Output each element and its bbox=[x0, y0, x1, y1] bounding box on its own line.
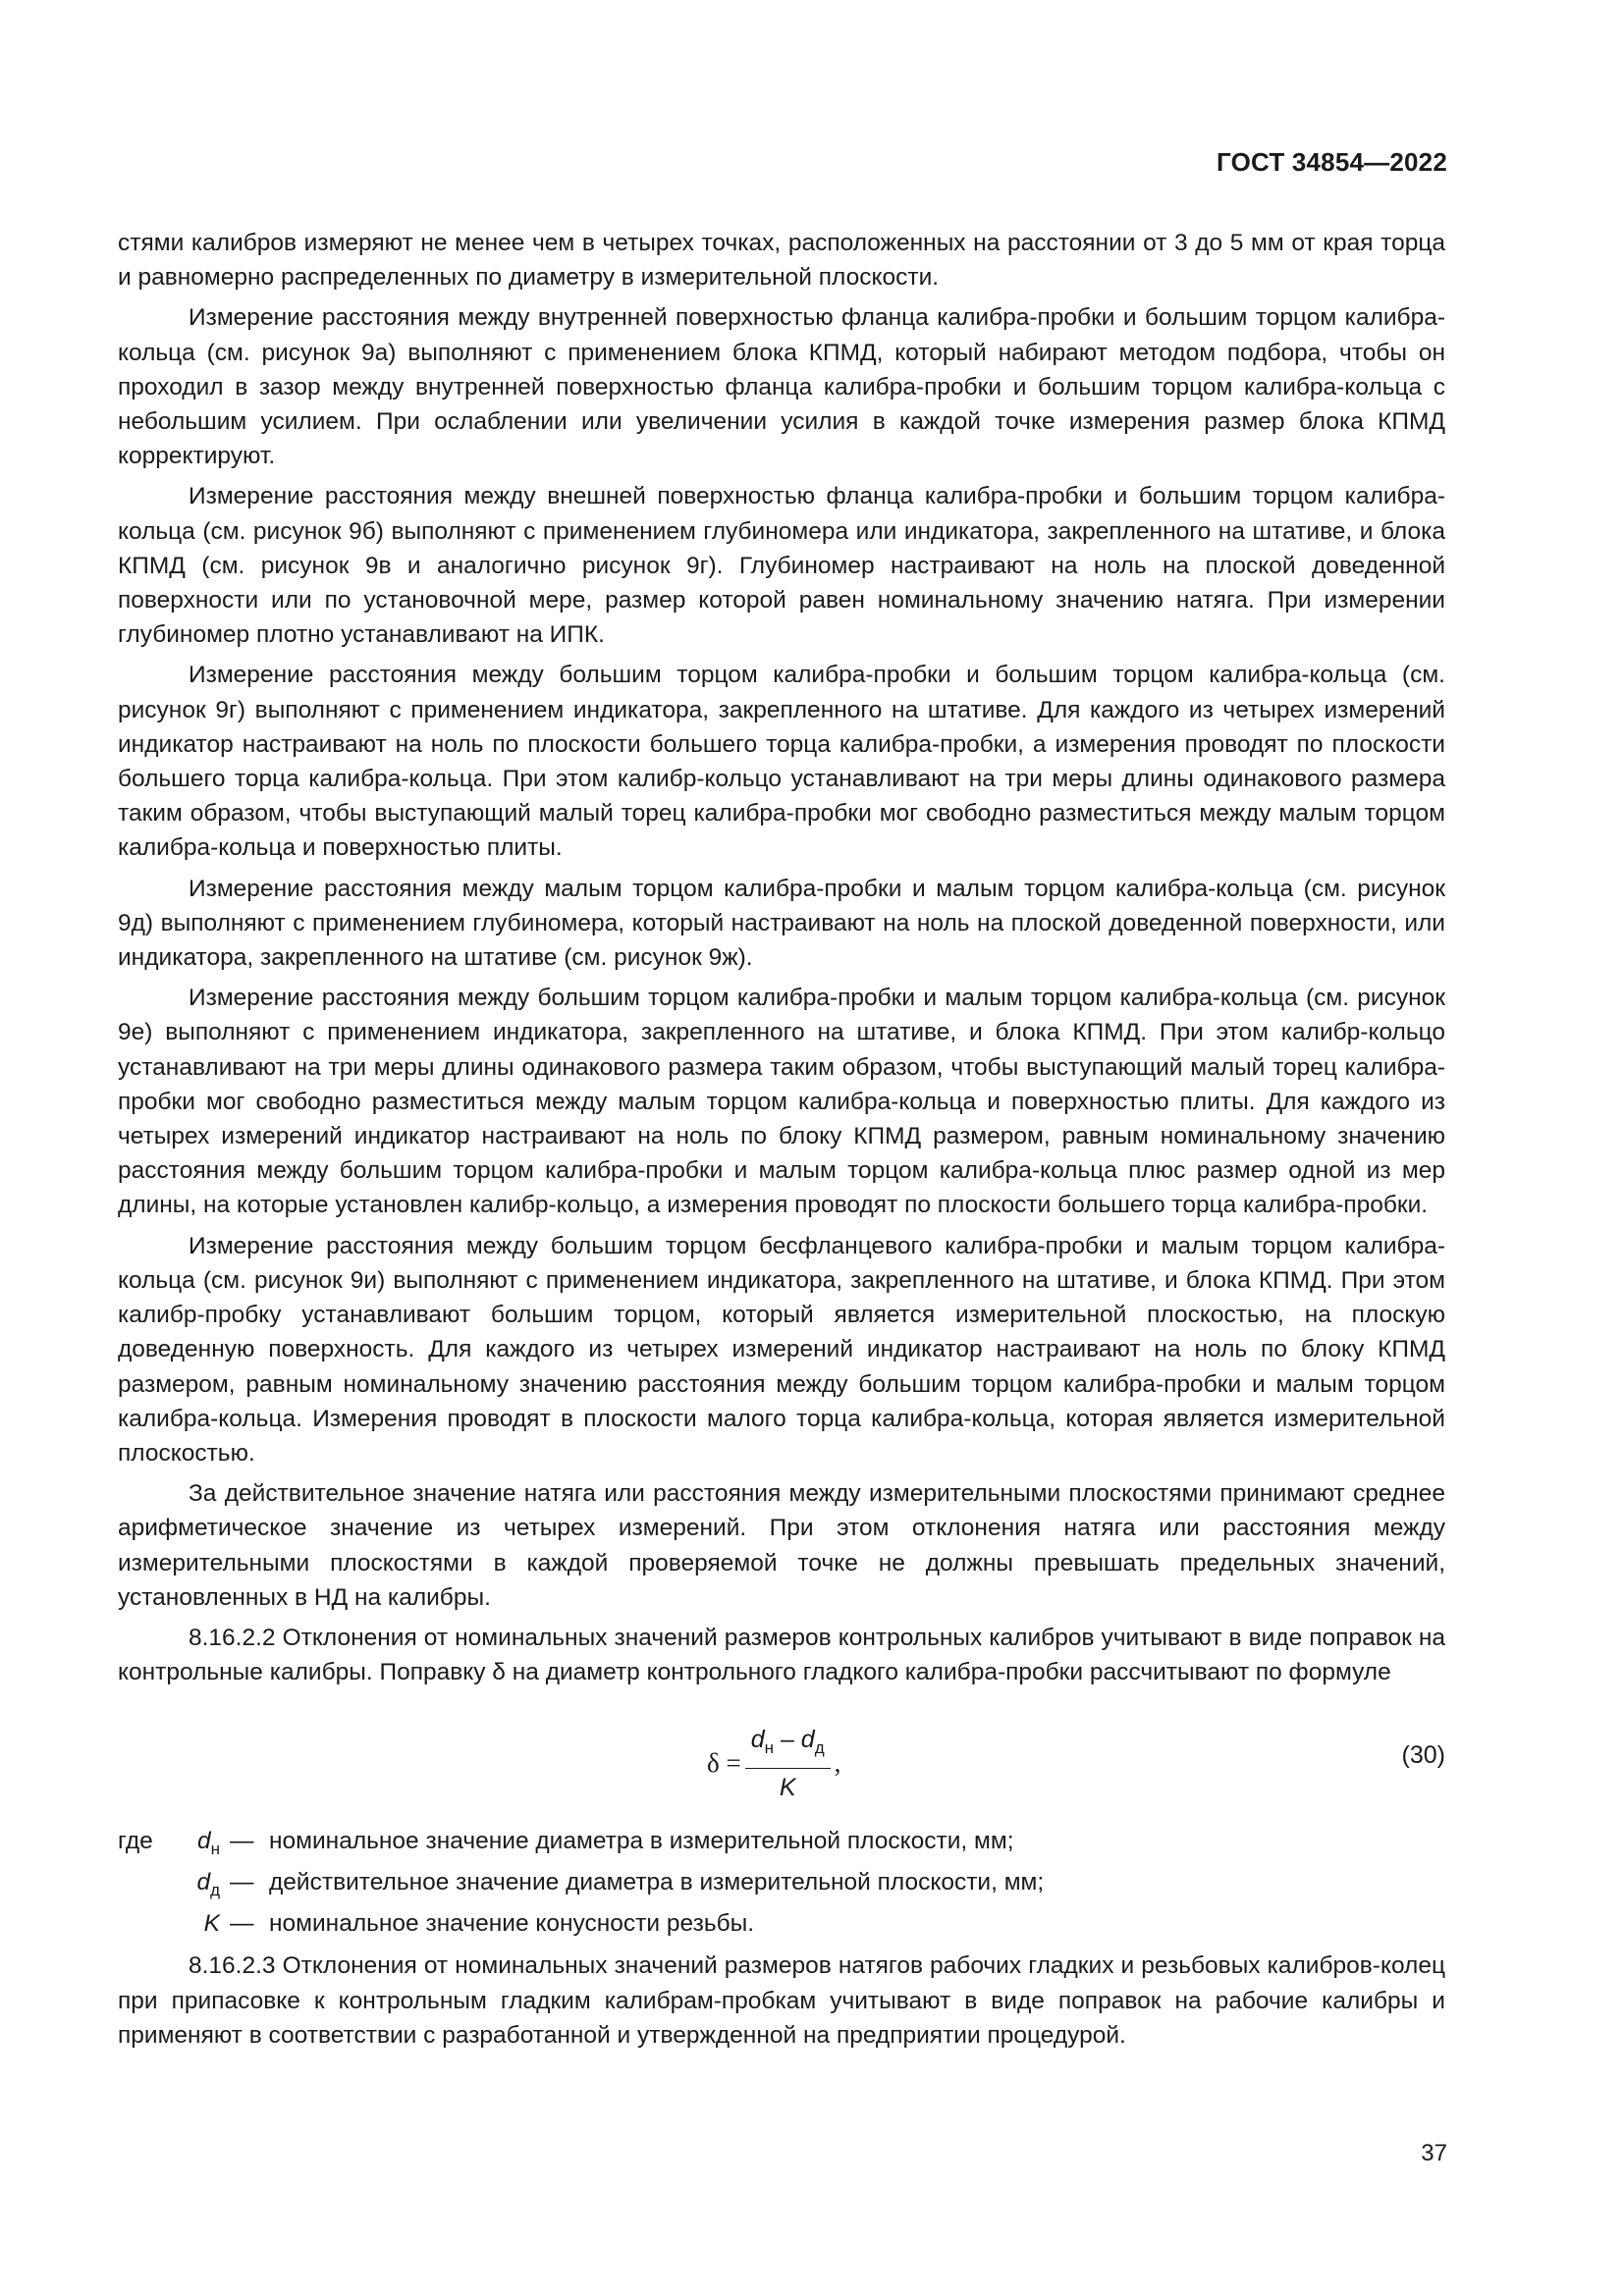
equation-number: (30) bbox=[1401, 1741, 1445, 1770]
page-number: 37 bbox=[1421, 2140, 1447, 2166]
paragraph: Измерение расстояния между большим торцом калибра-пробки и большим торцом калибра-кольца (см. рисунок 9г) выполняют с применением индикатора, закрепленного на штативе. Для каждого из четырех измерений индикатор настраивают на ноль по плоскости большего торца калибра-пробки, а измерения проводят по плоскости большего торца калибра-кольца. При этом калибр-кольцо устанавливают на три меры длины одинакового размера таким образом, чтобы выступающий малый торец калибра-пробки мог свободно разместиться между малым торцом калибра-кольца и поверхностью плиты. bbox=[118, 662, 1445, 862]
paragraph-8-16-2-2: 8.16.2.2 Отклонения от номинальных значений размеров контрольных калибров учитывают в виде поправок на контрольные калибры. Поправку δ на диаметр контрольного гладкого калибра-пробки рассчитывают по формуле bbox=[118, 1624, 1445, 1686]
symbol-var: d bbox=[196, 1869, 211, 1896]
where-text: номинальное значение конусности резьбы. bbox=[269, 1910, 755, 1938]
paragraph: За действительное значение натяга или расстояния между измерительными плоскостями принимают среднее арифметическое значение из четырех измерений. При этом отклонения натяга или расстояния между измерительными плоскостями в каждой проверяемой точке не должны превышать предельных значений, установленных в НД на калибры. bbox=[118, 1480, 1445, 1611]
formula-sub: д bbox=[814, 1738, 825, 1758]
symbol-var: K bbox=[203, 1910, 220, 1938]
formula-30 bbox=[118, 1703, 1445, 1821]
where-list bbox=[118, 1825, 1445, 1949]
where-lead: где bbox=[118, 1828, 153, 1855]
symbol-var: d bbox=[196, 1828, 211, 1855]
paragraph: Измерение расстояния между малым торцом калибра-пробки и малым торцом калибра-кольца (см. рисунок 9д) выполняют с применением глубиномера, который настраивают на ноль на плоской доведенной поверхности, или индикатора, закрепленного на штативе (см. рисунок 9ж). bbox=[118, 875, 1445, 972]
where-text: номинальное значение диаметра в измерительной плоскости, мм; bbox=[269, 1828, 1014, 1855]
paragraph: стями калибров измеряют не менее чем в четырех точках, расположенных на расстоянии от 3 до 5 мм от края торца и равномерно распределенных по диаметру в измерительной плоскости. bbox=[118, 230, 1445, 292]
where-symbol bbox=[169, 1866, 230, 1907]
document-code-header: ГОСТ 34854—2022 bbox=[1217, 147, 1447, 177]
where-symbol bbox=[169, 1825, 230, 1866]
formula-var: d bbox=[800, 1726, 815, 1754]
where-lead-empty bbox=[118, 1866, 169, 1907]
paragraph: Измерение расстояния между внутренней поверхностью фланца калибра-пробки и большим торцом калибра-кольца (см. рисунок 9а) выполняют с применением блока КПМД, который набирают методом подбора, чтобы он проходил в зазор между внутренней поверхностью фланца калибра-пробки и большим торцом калибра-кольца с небольшим усилием. При ослаблении или увеличении усилия в каждой точке измерения размер блока КПМД корректируют. bbox=[118, 304, 1445, 470]
where-dash: — bbox=[230, 1869, 254, 1896]
where-row bbox=[118, 1866, 1445, 1907]
where-dash: — bbox=[230, 1910, 254, 1938]
formula-sub: н bbox=[764, 1738, 774, 1758]
formula-expression bbox=[707, 1723, 840, 1804]
formula-minus: – bbox=[774, 1726, 801, 1754]
symbol-sub: д bbox=[210, 1881, 220, 1900]
where-text: действительное значение диаметра в измерительной плоскости, мм; bbox=[269, 1869, 1045, 1896]
formula-denominator: K bbox=[779, 1773, 796, 1801]
paragraph: Измерение расстояния между внешней поверхностью фланца калибра-пробки и большим торцом калибра-кольца (см. рисунок 9б) выполняют с применением глубиномера или индикатора, закрепленного на штативе, и блока КПМД (см. рисунок 9в и аналогично рисунок 9г). Глубиномер настраивают на ноль на плоской доведенной поверхности или по установочной мере, размер которой равен номинальному значению натяга. При измерении глубиномер плотно устанавливают на ИПК. bbox=[118, 483, 1445, 649]
where-row bbox=[118, 1907, 1445, 1949]
where-lead-empty bbox=[118, 1907, 169, 1949]
where-symbol bbox=[169, 1907, 230, 1949]
formula-var: d bbox=[750, 1726, 765, 1754]
where-row bbox=[118, 1825, 1445, 1866]
where-dash: — bbox=[230, 1828, 254, 1855]
paragraph: Измерение расстояния между большим торцом бесфланцевого калибра-пробки и малым торцом калибра-кольца (см. рисунок 9и) выполняют с применением индикатора, закрепленного на штативе, и блока КПМД. При этом калибр-пробку устанавливают большим торцом, который является измерительной плоскостью, на плоскую доведенную поверхность. Для каждого из четырех измерений индикатор настраивают на ноль по блоку КПМД размером, равным номинальному значению расстояния между большим торцом калибра-пробки и малым торцом калибра-кольца. Измерения проводят в плоскости малого торца калибра-кольца, которая является измерительной плоскостью. bbox=[118, 1232, 1445, 1467]
paragraph-8-16-2-3: 8.16.2.3 Отклонения от номинальных значений размеров натягов рабочих гладких и резьбовых калибров-колец при припасовке к контрольным гладким калибрам-пробкам учитывают в виде поправок на рабочие калибры и применяют в соответствии с разработанной и утвержденной на предприятии процедурой. bbox=[118, 1952, 1445, 2049]
symbol-sub: н bbox=[210, 1840, 220, 1859]
formula-lhs: δ = bbox=[707, 1748, 741, 1779]
paragraph: Измерение расстояния между большим торцом калибра-пробки и малым торцом калибра-кольца (см. рисунок 9е) выполняют с применением индикатора, закрепленного на штативе, и блока КПМД. При этом калибр-кольцо устанавливают на три меры длины одинакового размера таким образом, чтобы выступающий малый торец калибра-пробки мог свободно разместиться между малым торцом калибра-кольца и поверхностью плиты. Для каждого из четырех измерений индикатор настраивают на ноль по блоку КПМД размером, равным номинальному значению расстояния между большим торцом калибра-пробки и малым торцом калибра-кольца плюс размер одной из мер длины, на которые установлен калибр-кольцо, а измерения проводят по плоскости большего торца калибра-пробки. bbox=[118, 985, 1445, 1219]
formula-numerator bbox=[745, 1723, 831, 1768]
formula-trail: , bbox=[834, 1748, 841, 1779]
document-body bbox=[118, 226, 1445, 2058]
formula-fraction bbox=[745, 1723, 831, 1804]
